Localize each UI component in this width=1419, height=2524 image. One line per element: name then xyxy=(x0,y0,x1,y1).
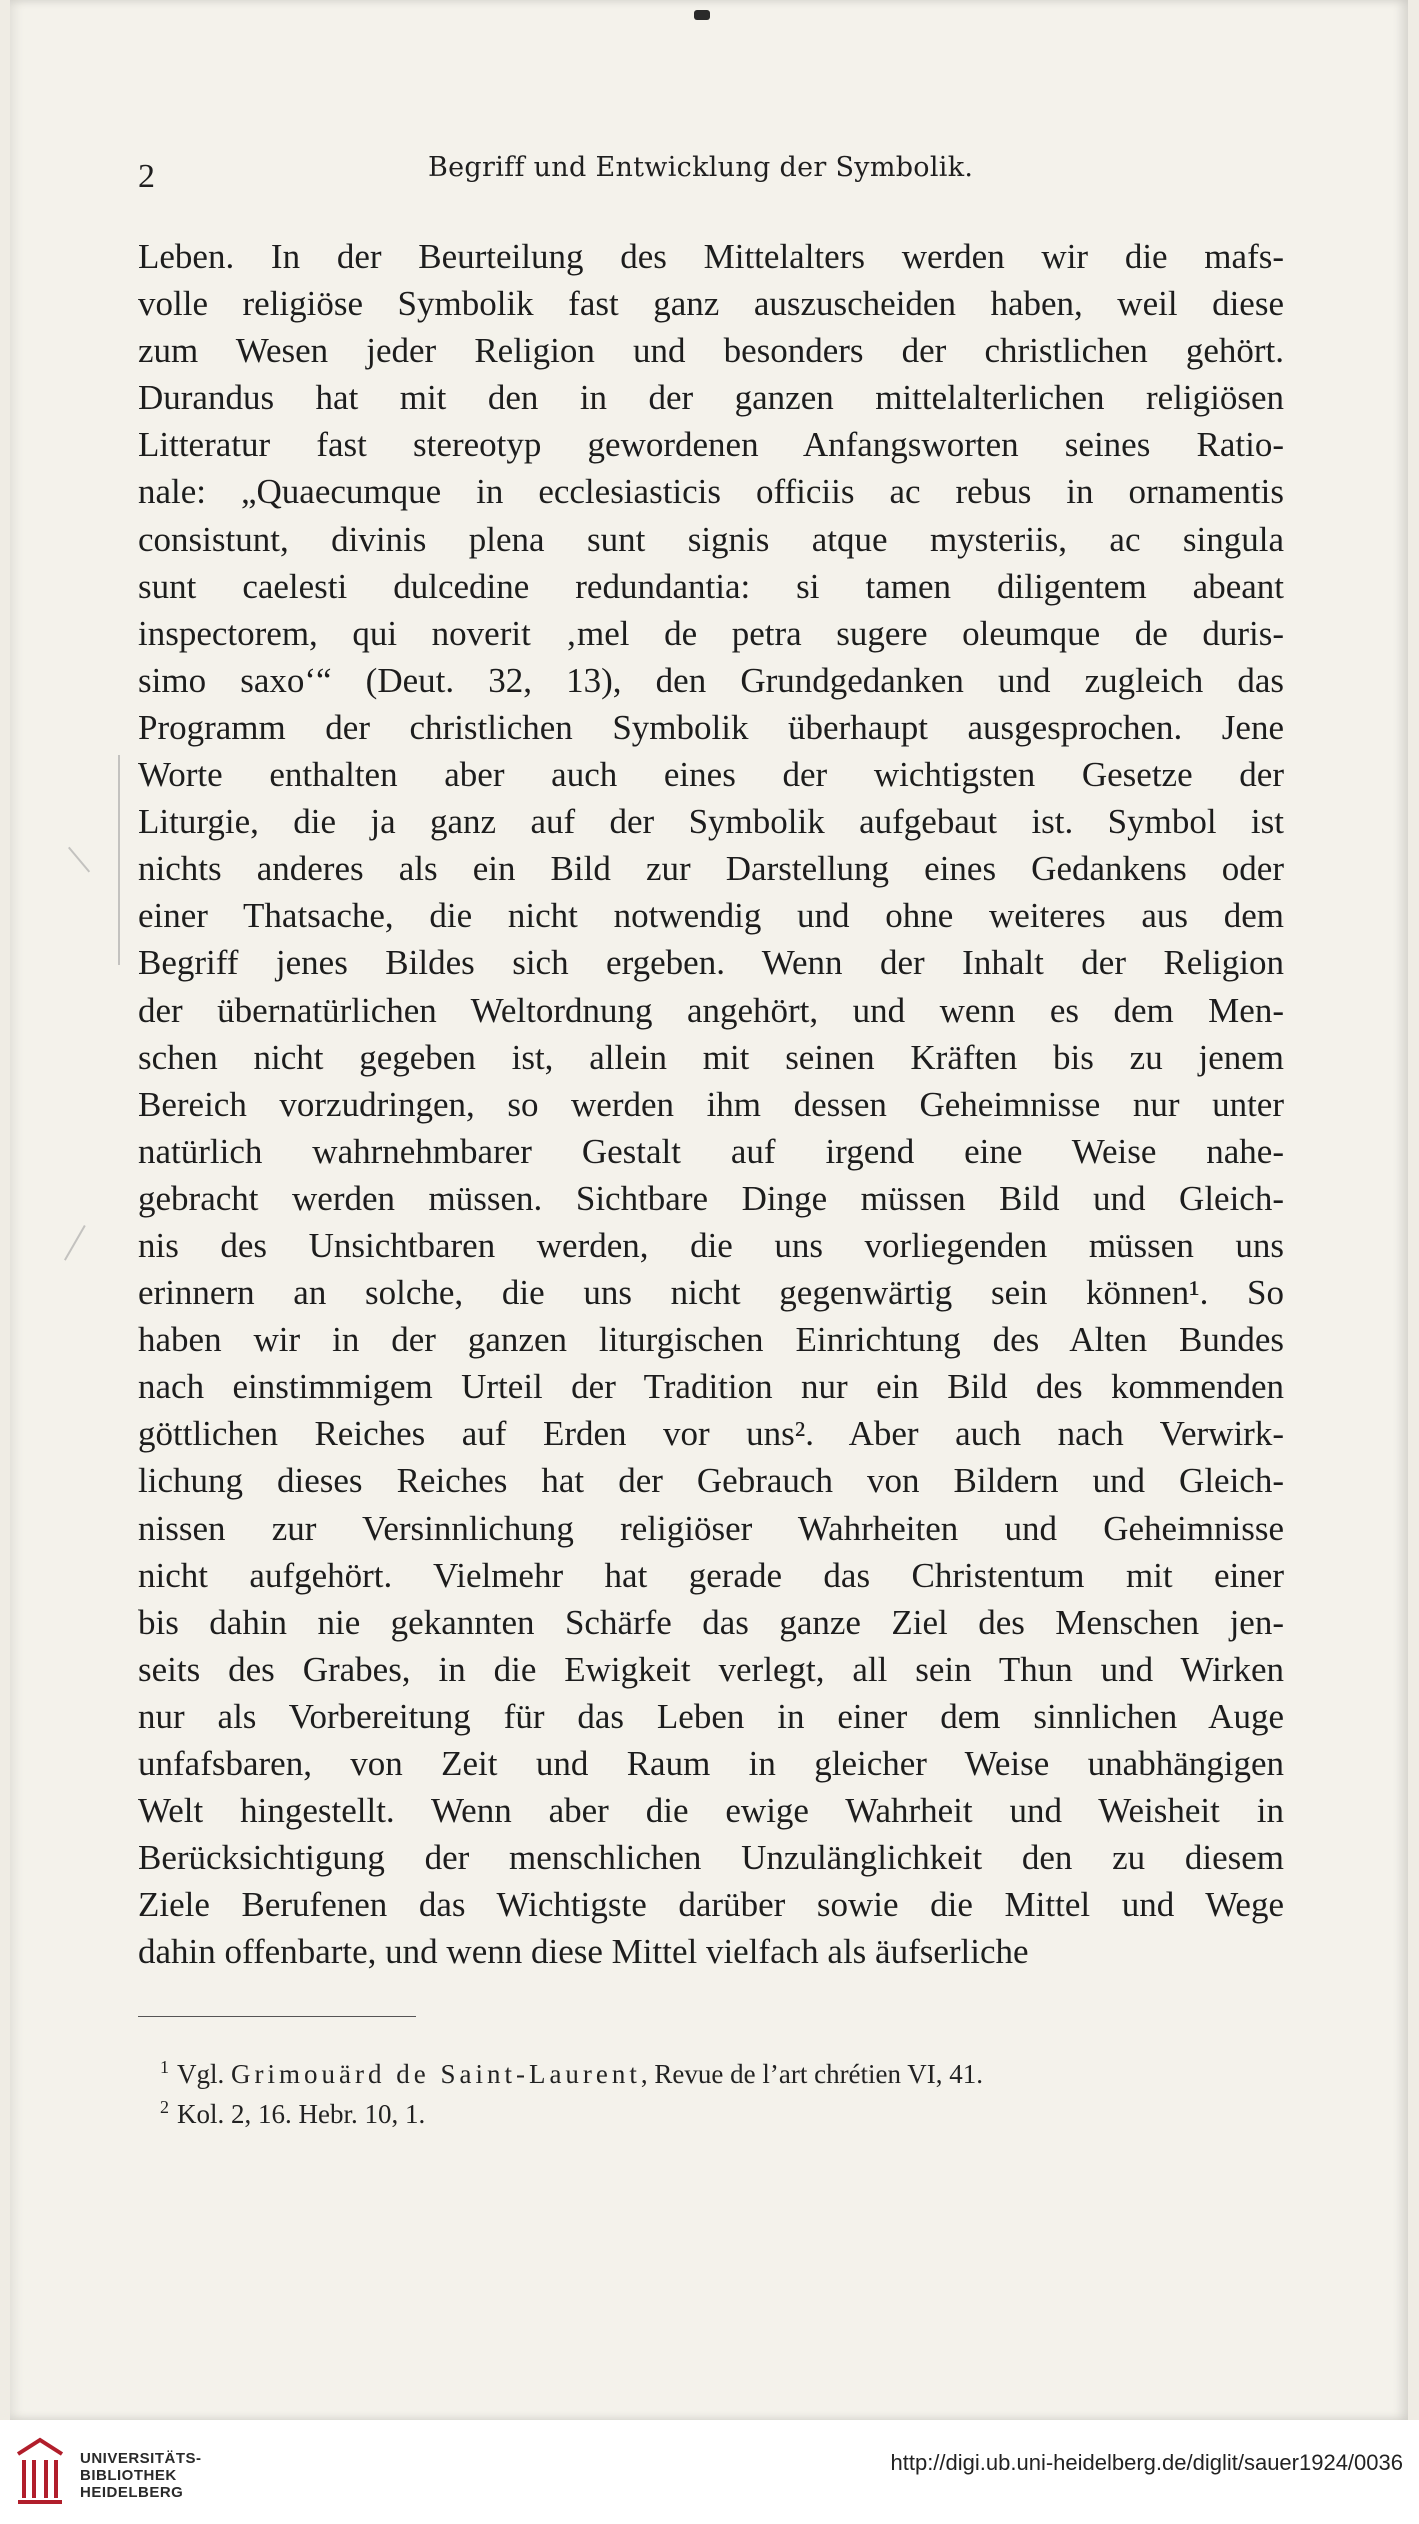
text-line: gebracht werden müssen. Sichtbare Dinge müssen Bild und Gleich- xyxy=(138,1178,1284,1218)
text-line: lichung dieses Reiches hat der Gebrauch von Bildern und Gleich- xyxy=(138,1461,1284,1501)
pencil-margin-stroke xyxy=(68,847,90,872)
text-line: haben wir in der ganzen liturgischen Einrichtung des Alten Bundes xyxy=(138,1320,1284,1360)
book-page xyxy=(10,0,1408,2420)
footnote-number: 2 xyxy=(160,2097,169,2117)
text-line: Litteratur fast stereotyp gewordenen Anfangsworten seines Ratio- xyxy=(138,425,1284,465)
text-line: Worte enthalten aber auch eines der wichtigsten Gesetze der xyxy=(138,755,1284,795)
pencil-margin-line xyxy=(118,755,120,965)
logo-line: UNIVERSITÄTS- xyxy=(80,2450,202,2467)
text-line: bis dahin nie gekannten Schärfe das ganze Ziel des Menschen jen- xyxy=(138,1602,1284,1642)
text-line: schen nicht gegeben ist, allein mit seinen Kräften bis zu jenem xyxy=(138,1037,1284,1077)
library-logo-text xyxy=(80,2450,202,2501)
text-line: Welt hingestellt. Wenn aber die ewige Wahrheit und Weisheit in xyxy=(138,1791,1284,1831)
text-line: sunt caelesti dulcedine redundantia: si tamen diligentem abeant xyxy=(138,566,1284,606)
logo-line: HEIDELBERG xyxy=(80,2484,184,2501)
footnote-rest: , Revue de l’art chrétien VI, 41. xyxy=(640,2059,984,2089)
text-line: nale: „Quaecumque in ecclesiasticis officiis ac rebus in ornamentis xyxy=(138,472,1284,512)
pencil-margin-stroke xyxy=(64,1225,85,1260)
logo-line: BIBLIOTHEK xyxy=(80,2467,177,2484)
text-line: der übernatürlichen Weltordnung angehört, und wenn es dem Men- xyxy=(138,990,1284,1030)
text-line: Begriff jenes Bildes sich ergeben. Wenn der Inhalt der Religion xyxy=(138,943,1284,983)
footnote-prefix: Vgl. xyxy=(177,2059,225,2089)
footnote-2 xyxy=(160,2094,1284,2134)
text-line: volle religiöse Symbolik fast ganz auszuscheiden haben, weil diese xyxy=(138,284,1284,324)
text-line: göttlichen Reiches auf Erden vor uns². Aber auch nach Verwirk- xyxy=(138,1414,1284,1454)
text-line: nichts anderes als ein Bild zur Darstellung eines Gedankens oder xyxy=(138,849,1284,889)
source-url[interactable]: http://digi.ub.uni-heidelberg.de/diglit/sauer1924/0036 xyxy=(890,2450,1403,2475)
footnote-1 xyxy=(160,2054,1284,2094)
footnote-author: Grimouärd de Saint-Laurent xyxy=(231,2059,641,2089)
text-line: zum Wesen jeder Religion und besonders der christlichen gehört. xyxy=(138,331,1284,371)
text-line: nissen zur Versinnlichung religiöser Wahrheiten und Geheimnisse xyxy=(138,1508,1284,1548)
text-line: unfafsbaren, von Zeit und Raum in gleicher Weise unabhängigen xyxy=(138,1744,1284,1783)
footnote-rule xyxy=(138,2016,416,2017)
text-line: Liturgie, die ja ganz auf der Symbolik aufgebaut ist. Symbol ist xyxy=(138,802,1284,842)
body-text xyxy=(138,233,1284,1975)
running-head: Begriff und Entwicklung der Symbolik. xyxy=(428,152,974,183)
ink-mark xyxy=(694,10,710,20)
footnote-number: 1 xyxy=(160,2057,169,2077)
text-line: dahin offenbarte, und wenn diese Mittel vielfach als äufserliche xyxy=(138,1932,1029,1972)
text-line: Leben. In der Beurteilung des Mittelalters werden wir die mafs- xyxy=(138,237,1284,276)
footnotes xyxy=(160,2054,1284,2134)
text-line: inspectorem, qui noverit ‚mel de petra sugere oleumque de duris- xyxy=(138,613,1284,653)
footer-bar xyxy=(0,2420,1419,2524)
footnote-prefix: Kol. 2, 16. Hebr. 10, 1. xyxy=(177,2099,426,2129)
text-line: Berücksichtigung der menschlichen Unzulänglichkeit den zu diesem xyxy=(138,1838,1284,1878)
page-number: 2 xyxy=(138,158,155,195)
text-line: simo saxo‘“ (Deut. 32, 13), den Grundgedanken und zugleich das xyxy=(138,660,1284,700)
text-line: erinnern an solche, die uns nicht gegenwärtig sein können¹. So xyxy=(138,1273,1284,1313)
text-line: Bereich vorzudringen, so werden ihm dessen Geheimnisse nur unter xyxy=(138,1084,1284,1124)
text-line: nach einstimmigem Urteil der Tradition nur ein Bild des kommenden xyxy=(138,1367,1284,1407)
text-line: Ziele Berufenen das Wichtigste darüber sowie die Mittel und Wege xyxy=(138,1885,1284,1925)
text-line: Durandus hat mit den in der ganzen mittelalterlichen religiösen xyxy=(138,378,1284,418)
text-line: nicht aufgehört. Vielmehr hat gerade das Christentum mit einer xyxy=(138,1555,1284,1595)
text-line: nur als Vorbereitung für das Leben in einer dem sinnlichen Auge xyxy=(138,1696,1284,1736)
text-line: Programm der christlichen Symbolik überhaupt ausgesprochen. Jene xyxy=(138,707,1284,747)
text-line: seits des Grabes, in die Ewigkeit verlegt, all sein Thun und Wirken xyxy=(138,1649,1284,1689)
library-logo-icon xyxy=(14,2434,66,2506)
text-line: nis des Unsichtbaren werden, die uns vorliegenden müssen uns xyxy=(138,1225,1284,1265)
text-line: natürlich wahrnehmbarer Gestalt auf irgend eine Weise nahe- xyxy=(138,1131,1284,1171)
text-line: consistunt, divinis plena sunt signis atque mysteriis, ac singula xyxy=(138,519,1284,559)
text-line: einer Thatsache, die nicht notwendig und ohne weiteres aus dem xyxy=(138,896,1284,936)
